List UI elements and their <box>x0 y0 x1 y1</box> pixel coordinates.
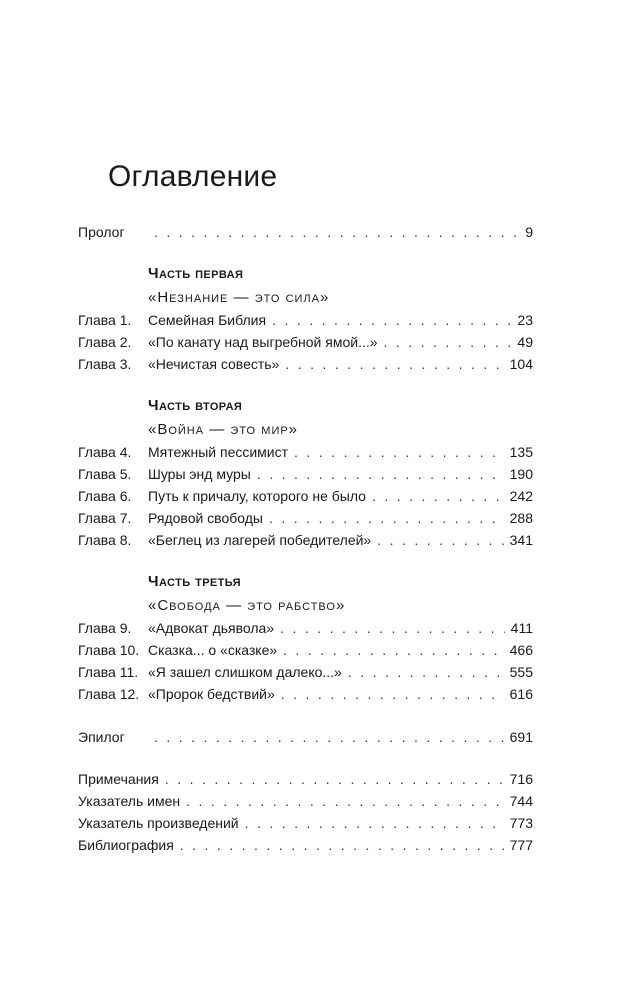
chapter-label: Глава 2. <box>78 334 132 350</box>
dot-leader <box>186 790 504 812</box>
part-heading: Часть третья <box>148 573 241 590</box>
part-heading: Часть вторая <box>148 397 243 414</box>
chapter-label: Глава 12. <box>78 686 140 702</box>
chapter-label: Глава 5. <box>78 466 132 482</box>
toc-entry-epilogue[interactable] <box>78 726 533 748</box>
dot-leader <box>377 529 503 551</box>
part-heading: Часть первая <box>148 265 244 282</box>
toc-entry-chapter-5[interactable] <box>78 463 533 485</box>
dot-leader <box>154 726 504 748</box>
chapter-title: «Я зашел слишком далеко...» <box>148 664 342 680</box>
part-subtitle: «Незнание — это сила» <box>148 289 330 306</box>
toc-page-number: 9 <box>525 224 533 240</box>
toc-entry-chapter-4[interactable] <box>78 441 533 463</box>
dot-leader <box>257 463 504 485</box>
back-matter-title: Примечания <box>78 771 159 787</box>
toc-entry-notes[interactable] <box>78 768 533 790</box>
toc-page-number: 288 <box>509 510 533 526</box>
toc-entry-chapter-2[interactable] <box>78 331 533 353</box>
dot-leader <box>245 812 504 834</box>
back-matter-title: Указатель произведений <box>78 815 239 831</box>
toc-entry-prologue[interactable] <box>78 221 533 243</box>
dot-leader <box>372 485 504 507</box>
toc-entry-label: Пролог <box>78 224 125 240</box>
dot-leader <box>294 441 504 463</box>
back-matter-title: Библиография <box>78 837 174 853</box>
chapter-title: «Пророк бедствий» <box>148 686 275 702</box>
dot-leader <box>285 353 503 375</box>
toc-page-number: 744 <box>509 793 533 809</box>
part-subtitle: «Война — это мир» <box>148 421 299 438</box>
toc-page-number: 555 <box>509 664 533 680</box>
chapter-label: Глава 10. <box>78 642 140 658</box>
chapter-label: Глава 1. <box>78 312 132 328</box>
chapter-title: «Беглец из лагерей победителей» <box>148 532 372 548</box>
chapter-title: Рядовой свободы <box>148 510 263 526</box>
dot-leader <box>348 661 504 683</box>
toc-entry-chapter-10[interactable] <box>78 639 533 661</box>
toc-entry-chapter-8[interactable] <box>78 529 533 551</box>
dot-leader <box>154 221 519 243</box>
toc-page-number: 691 <box>509 729 533 745</box>
toc-page-number: 23 <box>517 312 533 328</box>
page-title: Оглавление <box>108 160 278 193</box>
toc-page-number: 49 <box>517 334 533 350</box>
toc-entry-chapter-3[interactable] <box>78 353 533 375</box>
toc-entry-works-index[interactable] <box>78 812 533 834</box>
dot-leader <box>283 639 503 661</box>
dot-leader <box>272 309 511 331</box>
chapter-label: Глава 9. <box>78 620 132 636</box>
toc-page-number: 190 <box>509 466 533 482</box>
chapter-title: «Нечистая совесть» <box>148 356 280 372</box>
toc-entry-chapter-9[interactable] <box>78 617 533 639</box>
chapter-title: Путь к причалу, которого не было <box>148 488 366 504</box>
toc-page-number: 773 <box>509 815 533 831</box>
dot-leader <box>280 617 505 639</box>
toc-entry-chapter-7[interactable] <box>78 507 533 529</box>
chapter-label: Глава 3. <box>78 356 132 372</box>
toc-entry-chapter-12[interactable] <box>78 683 533 705</box>
chapter-title: «Адвокат дьявола» <box>148 620 275 636</box>
dot-leader <box>384 331 512 353</box>
chapter-label: Глава 7. <box>78 510 132 526</box>
toc-entry-name-index[interactable] <box>78 790 533 812</box>
toc-page-number: 616 <box>509 686 533 702</box>
toc-page-number: 104 <box>509 356 533 372</box>
toc-page-number: 242 <box>509 488 533 504</box>
toc-entry-chapter-11[interactable] <box>78 661 533 683</box>
back-matter-title: Указатель имен <box>78 793 181 809</box>
chapter-title: Шуры энд муры <box>148 466 251 482</box>
toc-entry-bibliography[interactable] <box>78 834 533 856</box>
toc-entry-chapter-6[interactable] <box>78 485 533 507</box>
chapter-title: Семейная Библия <box>148 312 267 328</box>
toc-page-number: 716 <box>509 771 533 787</box>
toc-page-number: 777 <box>509 837 533 853</box>
chapter-label: Глава 6. <box>78 488 132 504</box>
toc-entry-label: Эпилог <box>78 729 125 745</box>
chapter-title: Сказка... о «сказке» <box>148 642 278 658</box>
toc-page-number: 341 <box>509 532 533 548</box>
chapter-title: Мятежный пессимист <box>148 444 289 460</box>
chapter-label: Глава 8. <box>78 532 132 548</box>
dot-leader <box>180 834 504 856</box>
toc-page-number: 411 <box>510 620 533 636</box>
dot-leader <box>269 507 504 529</box>
part-subtitle: «Свобода — это рабство» <box>148 597 346 614</box>
chapter-label: Глава 11. <box>78 664 139 680</box>
toc-page-number: 135 <box>509 444 533 460</box>
chapter-title: «По канату над выгребной ямой...» <box>148 334 378 350</box>
dot-leader <box>281 683 504 705</box>
dot-leader <box>165 768 504 790</box>
toc-entry-chapter-1[interactable] <box>78 309 533 331</box>
chapter-label: Глава 4. <box>78 444 132 460</box>
toc-page-number: 466 <box>509 642 533 658</box>
